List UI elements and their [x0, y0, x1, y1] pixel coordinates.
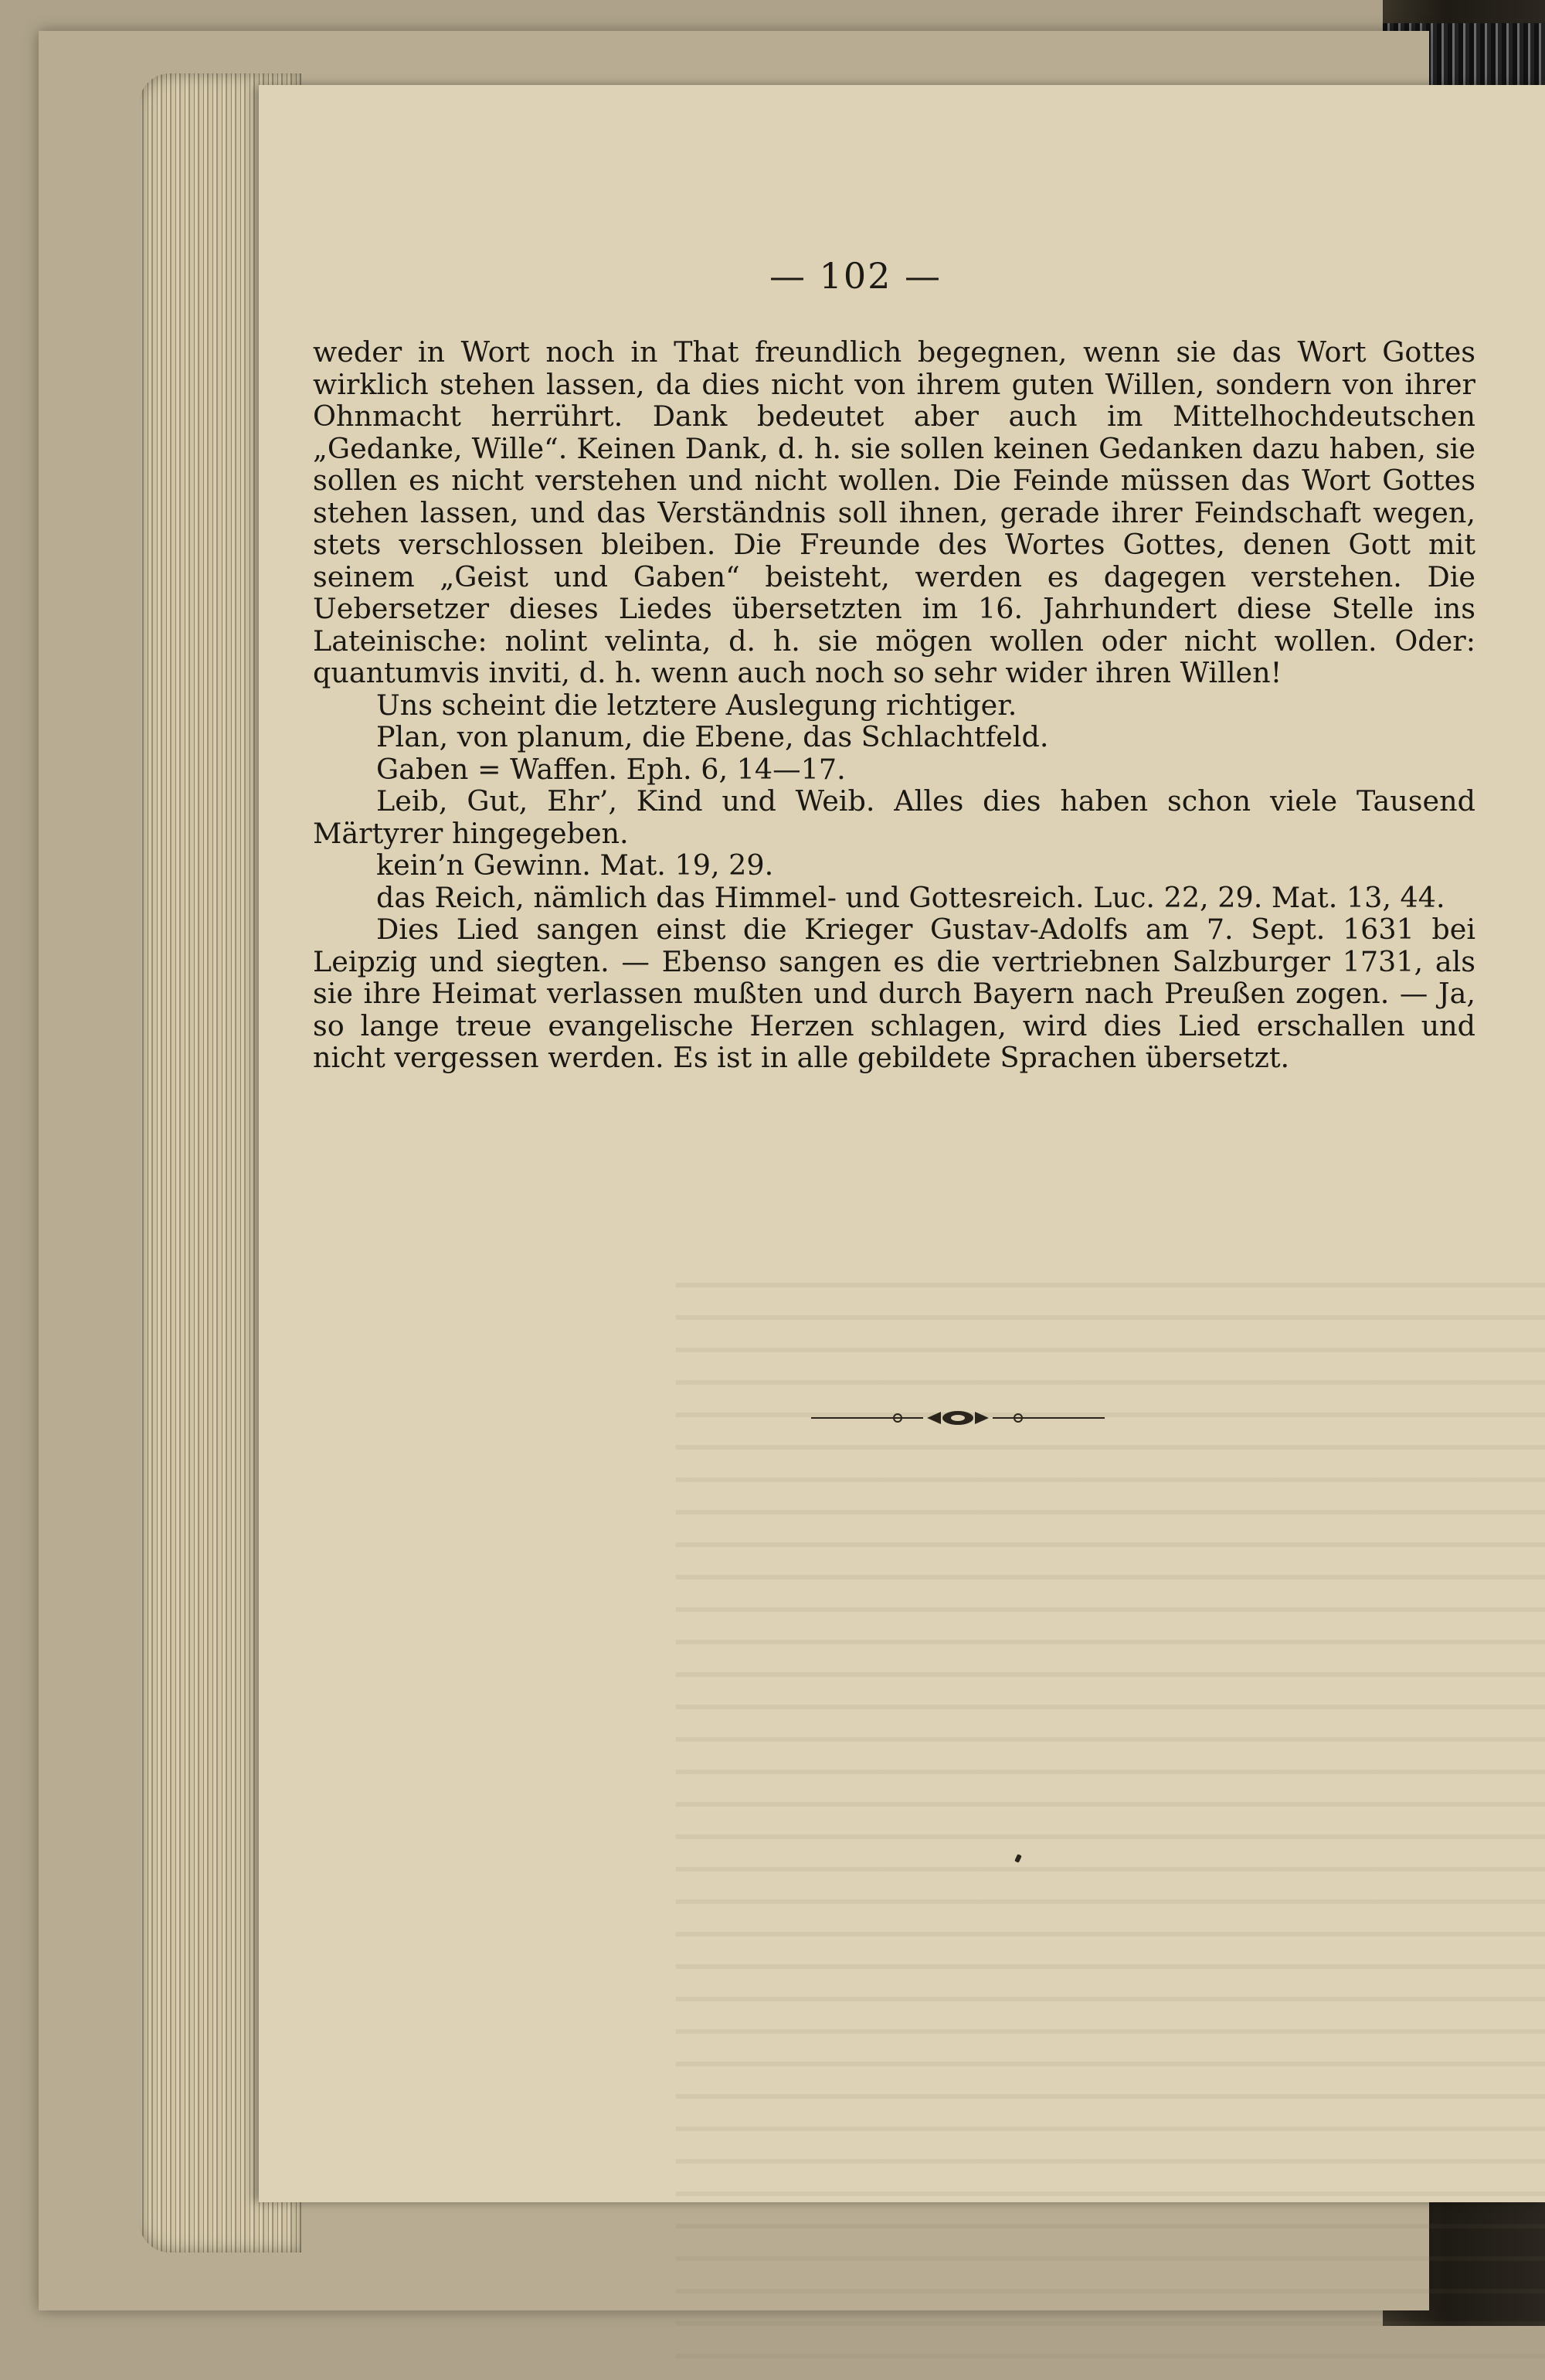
decorative-rule-icon: [811, 1402, 1105, 1433]
paragraph-history: Dies Lied sangen einst die Krieger Gustav-Adolfs am 7. Sept. 1631 bei Leipzig und siegten. — Ebenso sangen es die vertriebnen Salzburger 1731, als sie ihre Heimat verlassen mußten und durch Bayern nach Preußen zogen. — Ja, so lange treue evangelische Herzen schlagen, wird dies Lied erschallen und nicht vergessen werden. Es ist in alle gebildete Sprachen übersetzt.: [313, 913, 1475, 1074]
paragraph-leib: Leib, Gut, Ehr’, Kind und Weib. Alles dies haben schon viele Tausend Märtyrer hingegeben.: [313, 784, 1475, 850]
paragraph-plan: Plan, von planum, die Ebene, das Schlachtfeld.: [376, 720, 1049, 753]
text-block: [313, 336, 1475, 1074]
paragraph-reich: das Reich, nämlich das Himmel- und Gottesreich. Luc. 22, 29. Mat. 13, 44.: [376, 880, 1445, 914]
page-number: — 102 —: [769, 255, 942, 297]
paragraph-gaben: Gaben = Waffen. Eph. 6, 14—17.: [376, 752, 846, 786]
paragraph-gewinn: kein’n Gewinn. Mat. 19, 29.: [376, 848, 774, 882]
bleed-through: [676, 1260, 1545, 2380]
paragraph-interpretation: Uns scheint die letztere Auslegung richtiger.: [376, 688, 1017, 722]
paragraph-commentary: weder in Wort noch in That freundlich begegnen, wenn sie das Wort Gottes wirklich stehen lassen, da dies nicht von ihrem guten Willen, sondern von ihrer Ohnmacht herrührt. Dank bedeutet aber auch im Mittelhochdeutschen „Gedanke, Wille“. Keinen Dank, d. h. sie sollen keinen Gedanken dazu haben, sie sollen es nicht verstehen und nicht wollen. Die Feinde müssen das Wort Gottes stehen lassen, und das Verständnis soll ihnen, gerade ihrer Feindschaft wegen, stets verschlossen bleiben. Die Freunde des Wortes Gottes, denen Gott mit seinem „Geist und Gaben“ beisteht, werden es dagegen verstehen. Die Uebersetzer dieses Liedes übersetzten im 16. Jahrhundert diese Stelle ins Lateinische: nolint velinta, d. h. sie mögen wollen oder nicht wollen. Oder: quantumvis inviti, d. h. wenn auch noch so sehr wider ihren Willen!: [313, 335, 1475, 689]
